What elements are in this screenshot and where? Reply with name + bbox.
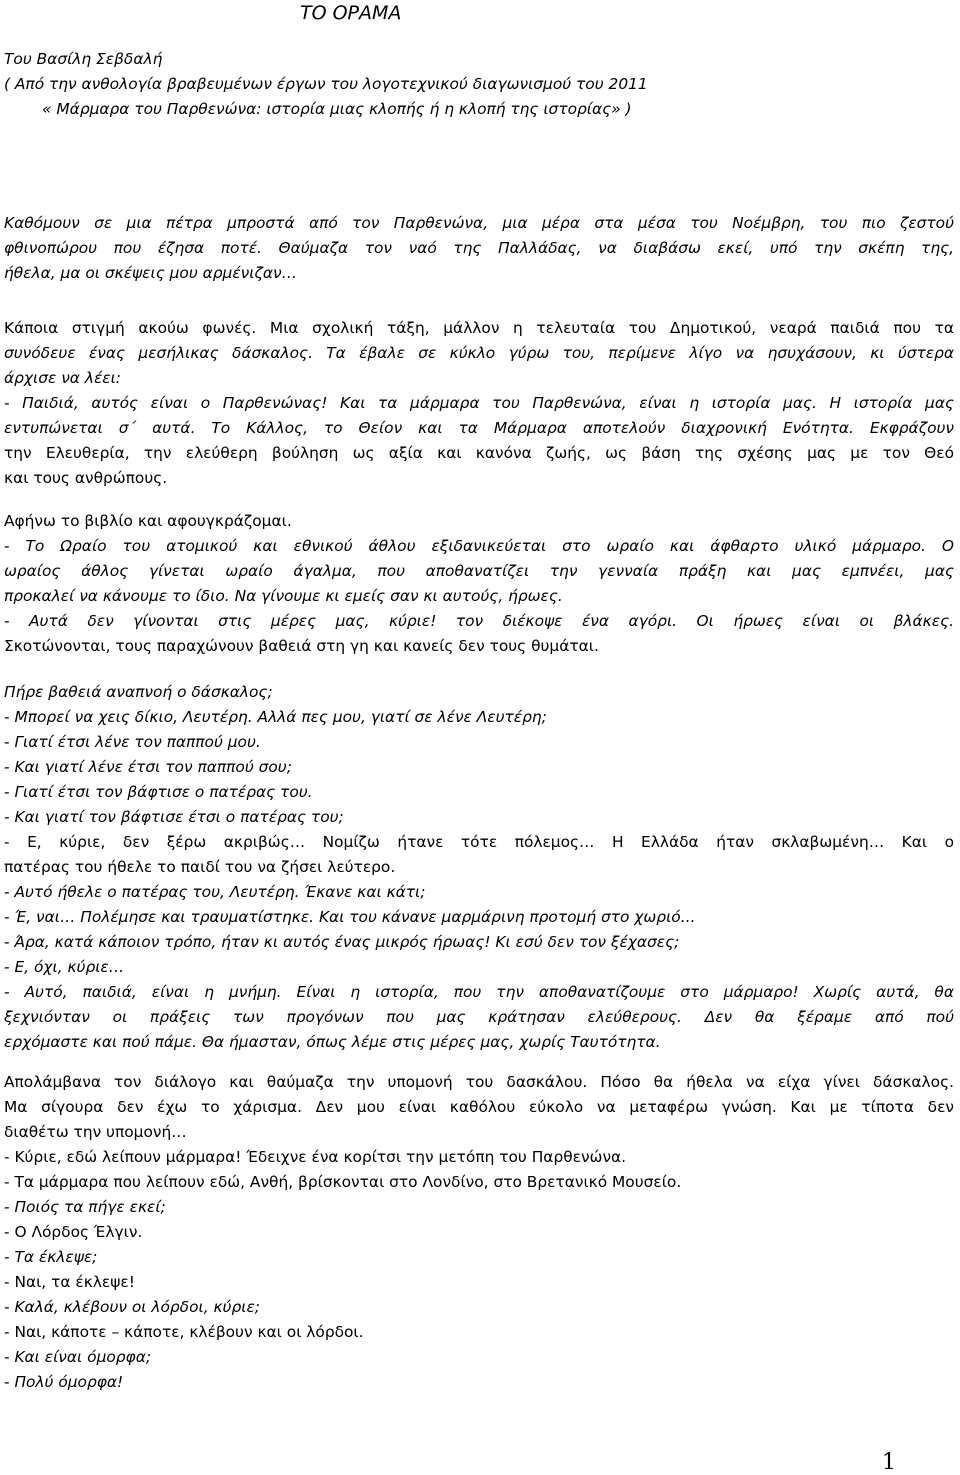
text-line: - Μπορεί να χεις δίκιο, Λευτέρη. Αλλά πες μου, γιατί σε λένε Λευτέρη;: [4, 708, 547, 726]
text-line: - Παιδιά, αυτός είναι ο Παρθενώνας! Και τα μάρμαρα του Παρθενώνα, είναι η ιστορία μας. Η ιστορία μας: [4, 394, 954, 412]
text-line: συνόδευε ένας μεσήλικας δάσκαλος. Τα έβαλε σε κύκλο γύρω του, περίμενε λίγο να ησυχάσουν, κι ύστερα: [4, 344, 954, 362]
text-line: Σκοτώνονται, τους παραχώνουν βαθειά στη γη και κανείς δεν τους θυμάται.: [4, 637, 599, 655]
paragraph-2: [4, 316, 954, 491]
text-line: - Ε, όχι, κύριε…: [4, 958, 125, 976]
text-line: Αφήνω το βιβλίο και αφουγκράζομαι.: [4, 512, 292, 530]
text-line: - Ποιός τα πήγε εκεί;: [4, 1198, 166, 1216]
paragraph-4: [4, 680, 954, 1055]
text-line: - Πολύ όμορφα!: [4, 1373, 124, 1391]
text-line: εντυπώνεται σ΄ αυτά. Το Κάλλος, το Θείον και τα Μάρμαρα αποτελούν διαχρονική Ενότητα. Εκφράζουν: [4, 419, 954, 437]
text-line: - Και γιατί λένε έτσι τον παππού σου;: [4, 758, 292, 776]
text-line: - Κύριε, εδώ λείπουν μάρμαρα! Έδειχνε ένα κορίτσι την μετόπη του Παρθενώνα.: [4, 1148, 627, 1166]
text-line: - Και γιατί τον βάφτισε έτσι ο πατέρας του;: [4, 808, 344, 826]
text-line: - Αυτά δεν γίνονται στις μέρες μας, κύριε! τον διέκοψε ένα αγόρι. Οι ήρωες είναι οι βλάκες.: [4, 612, 954, 630]
text-line: και τους ανθρώπους.: [4, 469, 168, 487]
text-line: Απολάμβανα τον διάλογο και θαύμαζα την υπομονή του δασκάλου. Πόσο θα ήθελα να είχα γίνει δάσκαλος.: [4, 1073, 954, 1091]
text-line: - Ε, κύριε, δεν ξέρω ακριβώς… Νομίζω ήτανε τότε πόλεμος… Η Ελλάδα ήταν σκλαβωμένη… Και ο: [4, 833, 954, 851]
text-line: πατέρας του ήθελε το παιδί του να ζήσει λεύτερο.: [4, 858, 396, 876]
text-line: προκαλεί να κάνουμε το ίδιο. Να γίνουμε κι εμείς σαν κι αυτούς, ήρωες.: [4, 587, 563, 605]
anthology-line: ( Από την ανθολογία βραβευμένων έργων του λογοτεχνικού διαγωνισμού του 2011: [4, 75, 648, 93]
text-line: - Ο Λόρδος Έλγιν.: [4, 1223, 143, 1241]
text-line: Πήρε βαθειά αναπνοή ο δάσκαλος;: [4, 683, 273, 701]
text-line: ξεχνιόνταν οι πράξεις των προγόνων που μας κράτησαν ελεύθερους. Δεν θα ξέραμε από πού: [4, 1008, 954, 1026]
text-line: φθινοπώρου που έζησα ποτέ. Θαύμαζα τον ναό της Παλλάδας, να διαβάσω εκεί, υπό την σκέπη της,: [4, 239, 954, 257]
text-line: - Και είναι όμορφα;: [4, 1348, 152, 1366]
page-number: 1: [882, 1450, 896, 1475]
text-line: - Το Ωραίο του ατομικού και εθνικού άθλου εξιδανικεύεται στο ωραίο και άφθαρτο υλικό μάρμαρο. Ο: [4, 537, 954, 555]
paragraph-5: [4, 1070, 954, 1395]
text-line: - Τα μάρμαρα που λείπουν εδώ, Ανθή, βρίσκονται στο Λονδίνο, στο Βρετανικό Μουσείο.: [4, 1173, 682, 1191]
text-line: ωραίος άθλος γίνεται ωραίο άγαλμα, που αποθανατίζει την γενναία πράξη και μας εμπνέει, μας: [4, 562, 954, 580]
text-line: - Αυτό, παιδιά, είναι η μνήμη. Είναι η ιστορία, που την αποθανατίζουμε στο μάρμαρο! Χωρίς αυτά, θα: [4, 983, 954, 1001]
text-line: Καθόμουν σε μια πέτρα μπροστά από τον Παρθενώνα, μια μέρα στα μέσα του Νοέμβρη, του πιο ζεστού: [4, 214, 954, 232]
theme-line: « Μάρμαρα του Παρθενώνα: ιστορία μιας κλοπής ή η κλοπή της ιστορίας» ): [42, 100, 632, 118]
text-line: - Τα έκλεψε;: [4, 1248, 98, 1266]
paragraph-1: [4, 211, 954, 286]
text-line: - Ναι, κάποτε – κάποτε, κλέβουν και οι λόρδοι.: [4, 1323, 364, 1341]
author-line: Του Βασίλη Σεβδαλή: [4, 50, 163, 68]
text-line: την Ελευθερία, την ελεύθερη βούληση ως αξία και κανόνα ζωής, ως βάση της σχέσης μας με τον Θεό: [4, 444, 954, 462]
text-line: - Αυτό ήθελε ο πατέρας του, Λευτέρη. Έκανε και κάτι;: [4, 883, 426, 901]
text-line: - Έ, ναι… Πολέμησε και τραυματίστηκε. Και του κάνανε μαρμάρινη προτομή στο χωριό...: [4, 908, 696, 926]
paragraph-3: [4, 509, 954, 659]
document-title: ΤΟ ΟΡΑΜΑ: [300, 2, 402, 24]
text-line: - Ναι, τα έκλεψε!: [4, 1273, 135, 1291]
header-block: [4, 47, 954, 122]
text-line: ήθελα, μα οι σκέψεις μου αρμένιζαν…: [4, 264, 297, 282]
text-line: - Γιατί έτσι τον βάφτισε ο πατέρας του.: [4, 783, 313, 801]
text-line: διαθέτω την υπομονή…: [4, 1123, 187, 1141]
text-line: άρχισε να λέει:: [4, 369, 121, 387]
text-line: Μα σίγουρα δεν έχω το χάρισμα. Δεν μου είναι καθόλου εύκολο να μεταφέρω γνώση. Και με τίποτα δεν: [4, 1098, 954, 1116]
text-line: - Άρα, κατά κάποιον τρόπο, ήταν κι αυτός ένας μικρός ήρωας! Κι εσύ δεν τον ξέχασες;: [4, 933, 680, 951]
text-line: ερχόμαστε και πού πάμε. Θα ήμασταν, όπως λέμε στις μέρες μας, χωρίς Ταυτότητα.: [4, 1033, 661, 1051]
text-line: - Καλά, κλέβουν οι λόρδοι, κύριε;: [4, 1298, 260, 1316]
text-line: Κάποια στιγμή ακούω φωνές. Μια σχολική τάξη, μάλλον η τελευταία του Δημοτικού, νεαρά παιδιά που τα: [4, 319, 954, 337]
text-line: - Γιατί έτσι λένε τον παππού μου.: [4, 733, 261, 751]
